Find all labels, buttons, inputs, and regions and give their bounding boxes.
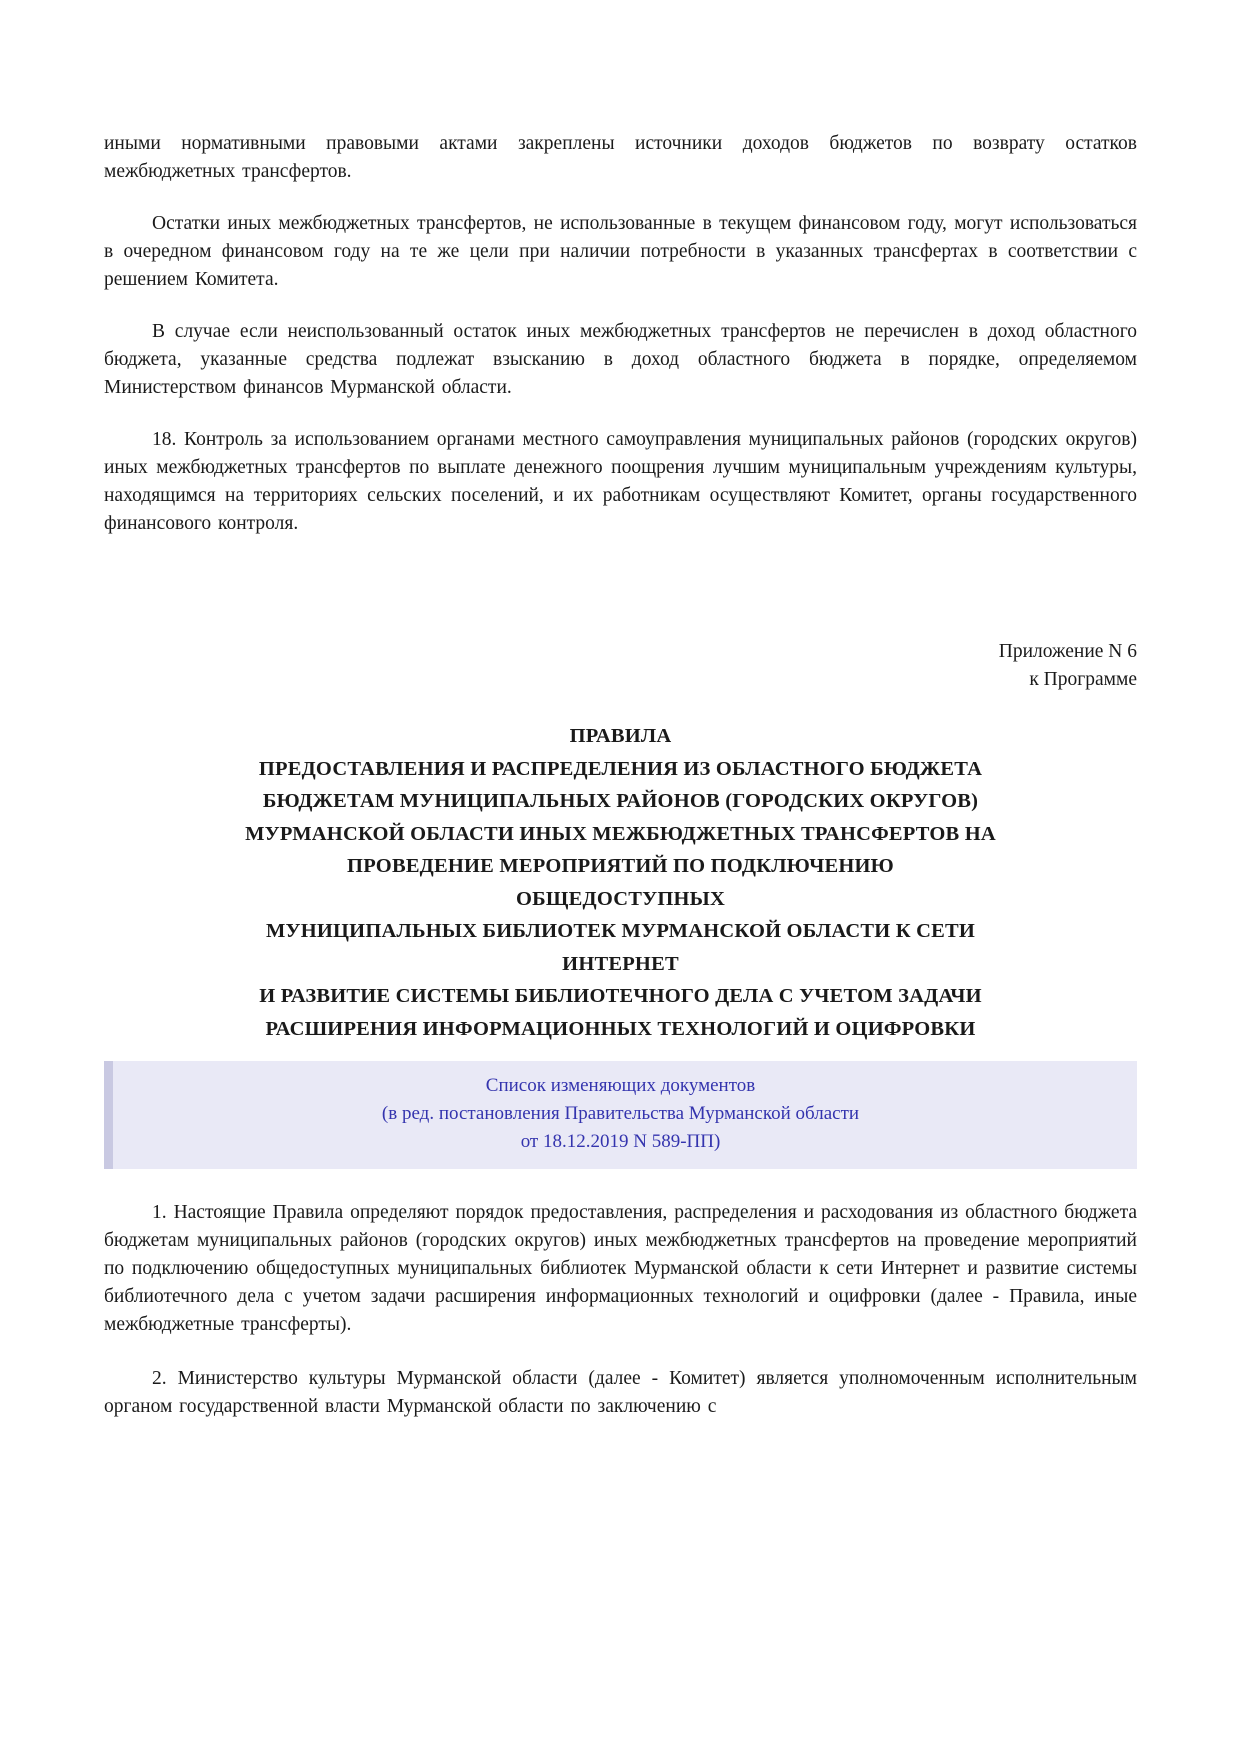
title-line: БЮДЖЕТАМ МУНИЦИПАЛЬНЫХ РАЙОНОВ (ГОРОДСКИХ ОКРУГОВ) <box>262 790 979 812</box>
changes-list-box <box>104 1061 1137 1169</box>
title-line: МУРМАНСКОЙ ОБЛАСТИ ИНЫХ МЕЖБЮДЖЕТНЫХ ТРАНСФЕРТОВ НА <box>245 822 996 845</box>
title-line: ПРОВЕДЕНИЕ МЕРОПРИЯТИЙ ПО ПОДКЛЮЧЕНИЮ <box>347 855 894 877</box>
title-line: ИНТЕРНЕТ <box>562 952 679 975</box>
annex-reference <box>104 638 1137 694</box>
title-line: ОБЩЕДОСТУПНЫХ <box>516 887 725 910</box>
document-title <box>104 720 1137 1045</box>
annex-number: Приложение N 6 <box>998 641 1137 662</box>
title-line: РАСШИРЕНИЯ ИНФОРМАЦИОННЫХ ТЕХНОЛОГИЙ И ОЦИФРОВКИ <box>265 1017 976 1040</box>
title-line: ПРЕДОСТАВЛЕНИЯ И РАСПРЕДЕЛЕНИЯ ИЗ ОБЛАСТНОГО БЮДЖЕТА <box>258 757 983 780</box>
paragraph: 18. Контроль за использованием органами местного самоуправления муниципальных районов (городских округов) иных межбюджетных трансфертов по выплате денежного поощрения лучшим муниципальным учреждениям культуры, находящимся на территориях сельских поселений, и их работникам осуществляют Комитет, органы государственного финансового контроля. <box>104 429 1137 534</box>
paragraph: иными нормативными правовыми актами закреплены источники доходов бюджетов по возврату остатков межбюджетных трансфертов. <box>104 133 1137 182</box>
changes-list-edition: (в ред. постановления Правительства Мурманской области <box>381 1103 860 1124</box>
changes-list-title: Список изменяющих документов <box>485 1075 756 1096</box>
title-line: ПРАВИЛА <box>569 725 672 747</box>
rules-body <box>104 1199 1137 1421</box>
annex-target: к Программе <box>1029 669 1137 690</box>
changes-list-date: от 18.12.2019 N 589-ПП) <box>520 1131 721 1152</box>
title-line: МУНИЦИПАЛЬНЫХ БИБЛИОТЕК МУРМАНСКОЙ ОБЛАСТИ К СЕТИ <box>265 920 976 942</box>
title-line: И РАЗВИТИЕ СИСТЕМЫ БИБЛИОТЕЧНОГО ДЕЛА С УЧЕТОМ ЗАДАЧИ <box>259 985 982 1007</box>
paragraph: Остатки иных межбюджетных трансфертов, не использованные в текущем финансовом году, могут использоваться в очередном финансовом году на те же цели при наличии потребности в указанных трансфертах в соответствии с решением Комитета. <box>104 213 1137 290</box>
paragraph: 2. Министерство культуры Мурманской области (далее - Комитет) является уполномоченным исполнительным органом государственной власти Мурманской области по заключению с <box>104 1368 1137 1417</box>
paragraph: В случае если неиспользованный остаток иных межбюджетных трансфертов не перечислен в доход областного бюджета, указанные средства подлежат взысканию в доход областного бюджета в порядке, определяемом Министерством финансов Мурманской области. <box>104 321 1137 398</box>
paragraph: 1. Настоящие Правила определяют порядок предоставления, распределения и расходования из областного бюджета бюджетам муниципальных районов (городских округов) иных межбюджетных трансфертов на проведение мероприятий по подключению общедоступных муниципальных библиотек Мурманской области к сети Интернет и развитие системы библиотечного дела с учетом задачи расширения информационных технологий и оцифровки (далее - Правила, иные межбюджетные трансферты). <box>104 1202 1137 1335</box>
